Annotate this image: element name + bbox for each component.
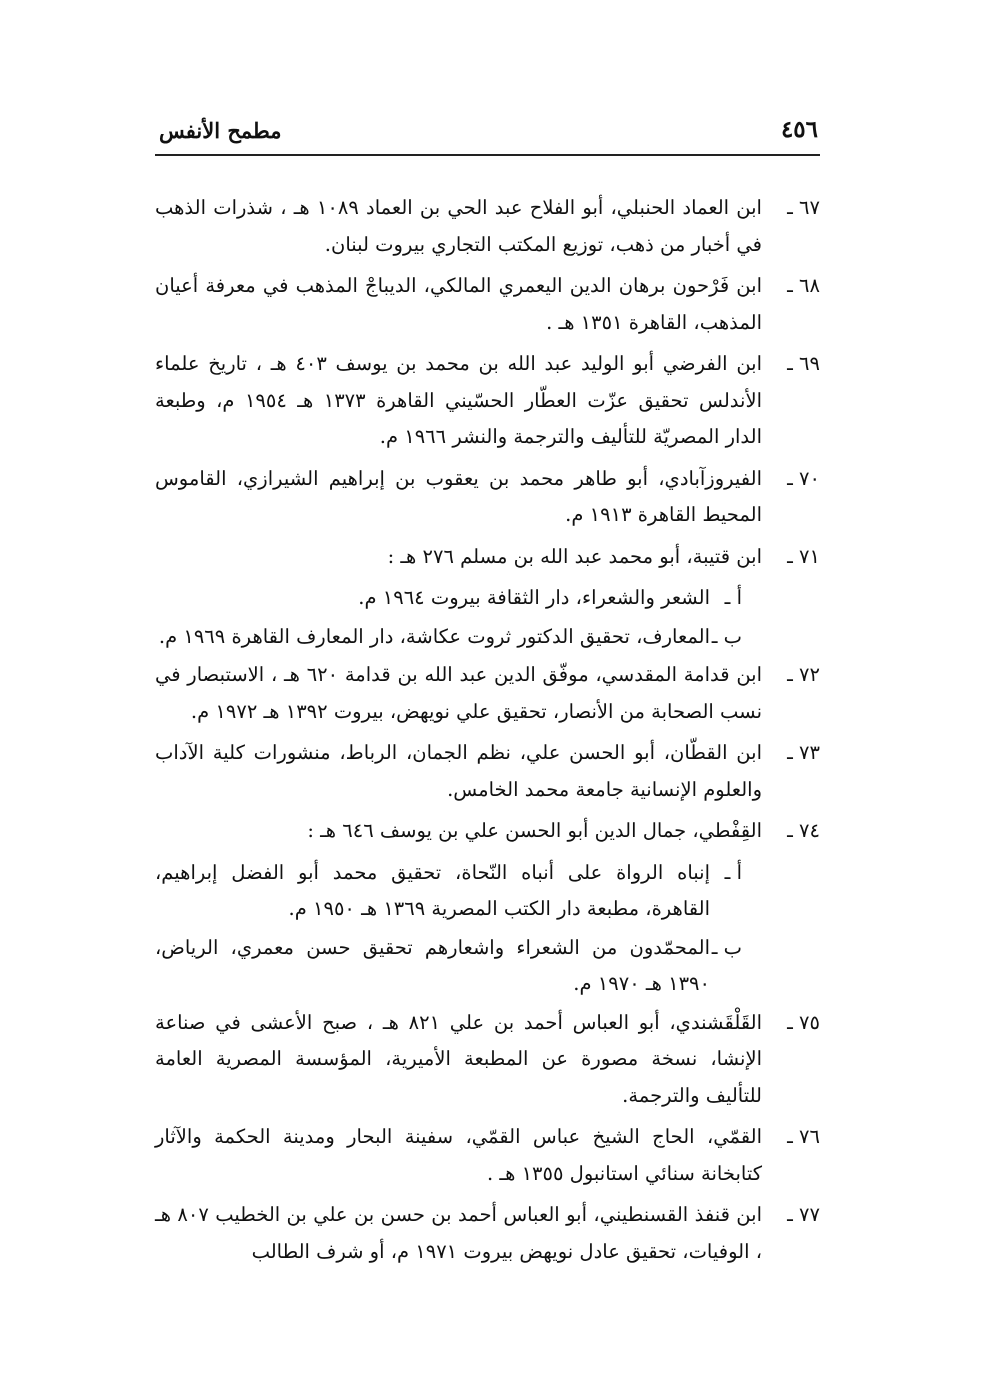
subitem-letter: ب ـ — [711, 935, 742, 959]
bibliography-entry-77 — [155, 1197, 820, 1270]
entry-number: ٧٠ ـ — [787, 466, 820, 490]
entry-text: القمّي، الحاج الشيخ عباس القمّي، سفينة البحار ومدينة الحكمة والآثار كتابخانة سنائي استانبول ١٣٥٥ هـ . — [155, 1125, 762, 1185]
entry-number: ٧٦ ـ — [787, 1125, 820, 1148]
entry-number: ٦٧ ـ — [787, 196, 820, 219]
bibliography-entry-70 — [155, 461, 820, 534]
bibliography-entry-72 — [155, 657, 820, 730]
entry-subitem — [155, 855, 762, 928]
entry-text: القَلْقَشندي، أبو العباس أحمد بن علي ٨٢١ هـ ، صبح الأعشى في صناعة الإنشا، نسخة مصورة عن المطبعة الأميرية، المؤسسة المصرية العامة للتأليف والترجمة. — [155, 1010, 762, 1107]
bibliography-entry-68 — [155, 268, 820, 341]
subitem-letter: أ ـ — [724, 586, 742, 609]
subitem-text: إنباه الرواة على أنباه النّحاة، تحقيق محمد أبو الفضل إبراهيم، القاهرة، مطبعة دار الكتب المصرية ١٣٦٩ هـ ١٩٥٠ م. — [155, 860, 710, 920]
subitem-text: المعارف، تحقيق الدكتور ثروت عكاشة، دار المعارف القاهرة ١٩٦٩ م. — [158, 624, 710, 648]
entry-number: ٧١ ـ — [787, 544, 820, 568]
entry-number: ٧٥ ـ — [787, 1010, 820, 1034]
entry-text: ابن قدامة المقدسي، موفّق الدين عبد الله بن قدامة ٦٢٠ هـ ، الاستبصار في نسب الصحابة من الأنصار، تحقيق علي نويهض، بيروت ١٣٩٢ هـ ١٩٧٢ م. — [155, 663, 763, 723]
subitem-letter: أ ـ — [724, 860, 742, 884]
entry-text: ابن فَرْحون برهان الدين اليعمري المالكي، الديباجْ المذهب في معرفة أعيان المذهب، القاهرة ١٣٥١ هـ . — [155, 274, 762, 334]
subitem-letter: ب ـ — [711, 624, 742, 648]
entry-text: ابن الفرضي أبو الوليد عبد الله بن محمد بن يوسف ٤٠٣ هـ ، تاريخ علماء الأندلس تحقيق عزّت العطّار الحسّيني القاهرة ١٣٧٣ هـ ١٩٥٤ م، وطبعة الدار المصريّة للتأليف والترجمة والنشر ١٩٦٦ م. — [155, 352, 763, 448]
page-number: ٤٥٦ — [780, 116, 818, 143]
bibliography-entry-76 — [155, 1119, 820, 1192]
subitem-text: المحمّدون من الشعراء واشعارهم تحقيق حسن معمري، الرياض، ١٣٩٠ هـ ١٩٧٠ م. — [155, 935, 710, 995]
entry-text: ابن العماد الحنبلي، أبو الفلاح عبد الحي بن العماد ١٠٨٩ هـ ، شذرات الذهب في أخبار من ذهب، توزيع المكتب التجاري بيروت لبنان. — [155, 196, 762, 256]
bibliography-entry-73 — [155, 735, 820, 808]
entry-text: الفيروزآبادي، أبو طاهر محمد بن يعقوب بن إبراهيم الشيرازي، القاموس المحيط القاهرة ١٩١٣ م. — [155, 466, 762, 526]
bibliography-entry-69 — [155, 346, 820, 456]
document-page — [155, 110, 820, 1310]
bibliography-list — [155, 190, 820, 1270]
entry-number: ٦٩ ـ — [787, 352, 820, 375]
entry-number: ٧٢ ـ — [787, 663, 820, 686]
entry-text: القِفْطي، جمال الدين أبو الحسن علي بن يوسف ٦٤٦ هـ : — [307, 819, 762, 842]
entry-number: ٦٨ ـ — [787, 274, 820, 297]
entry-subitem — [155, 619, 762, 656]
bibliography-entry-75 — [155, 1005, 820, 1115]
entry-text: ابن قنفذ القسنطيني، أبو العباس أحمد بن حسن بن علي بن الخطيب ٨٠٧ هـ ، الوفيات، تحقيق عادل نويهض بيروت ١٩٧١ م، أو شرف الطالب — [155, 1203, 762, 1263]
bibliography-entry-67 — [155, 190, 820, 263]
entry-number: ٧٤ ـ — [787, 819, 820, 842]
entry-number: ٧٧ ـ — [787, 1203, 820, 1226]
entry-subitem — [155, 580, 762, 617]
running-header — [155, 110, 820, 156]
subitem-text: الشعر والشعراء، دار الثقافة بيروت ١٩٦٤ م. — [358, 586, 710, 609]
entry-number: ٧٣ ـ — [787, 741, 820, 764]
book-title: مطمح الأنفس — [159, 118, 282, 143]
entry-text: ابن القطّان، أبو الحسن علي، نظم الجمان، الرباط، منشورات كلية الآداب والعلوم الإنسانية جامعة محمد الخامس. — [155, 741, 762, 801]
bibliography-entry-74 — [155, 813, 820, 850]
entry-text: ابن قتيبة، أبو محمد عبد الله بن مسلم ٢٧٦ هـ : — [387, 544, 762, 568]
entry-subitem — [155, 930, 762, 1003]
bibliography-entry-71 — [155, 539, 820, 576]
